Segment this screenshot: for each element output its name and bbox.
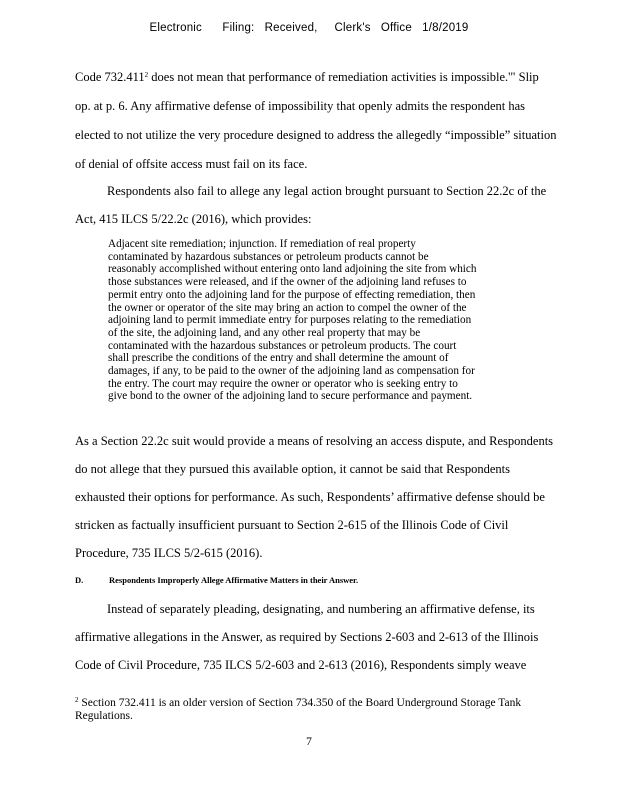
body-line: stricken as factually insufficient pursuant to Section 2-615 of the Illinois Code of Civil	[75, 518, 509, 532]
footnote-text: Section 732.411 is an older version of Section 734.350 of the Board Underground Storage Tank	[78, 697, 522, 709]
body-line: As a Section 22.2c suit would provide a means of resolving an access dispute, and Respondents	[75, 434, 554, 448]
quote-line: shall prescribe the conditions of the entry and shall determine the amount of	[108, 352, 449, 365]
body-line	[75, 70, 605, 85]
body-line: Procedure, 735 ILCS 5/2-615 (2016).	[75, 546, 263, 560]
body-line: op. at p. 6. Any affirmative defense of impossibility that openly admits the respondent has	[75, 99, 526, 113]
body-line: elected to not utilize the very procedure designed to address the allegedly “impossible” situation	[75, 128, 557, 142]
efiling-header: Electronic Filing: Received, Clerk's Office 1/8/2019	[149, 22, 469, 34]
section-title: Respondents Improperly Allege Affirmative Matters in their Answer.	[109, 575, 359, 585]
quote-line: Adjacent site remediation; injunction. If remediation of real property	[108, 238, 416, 250]
quote-line: contaminated by hazardous substances or petroleum products cannot be	[108, 250, 429, 263]
quote-line: the entry. The court may require the owner or operator who is seeking entry to	[108, 377, 458, 390]
quote-line: damages, if any, to be paid to the owner of the adjoining land as compensation for	[108, 365, 475, 378]
body-line: of denial of offsite access must fail on its face.	[75, 157, 308, 171]
body-line: Act, 415 ILCS 5/22.2c (2016), which provides:	[75, 212, 312, 226]
quote-line: give bond to the owner of the adjoining land to secure performance and payment.	[108, 390, 473, 403]
body-line: do not allege that they pursued this available option, it cannot be said that Respondents	[75, 462, 510, 476]
body-text: Code 732.411	[75, 70, 145, 84]
footnote-number: 2	[75, 696, 79, 704]
quote-line: reasonably accomplished without entering onto land adjoining the site from which	[108, 263, 477, 276]
page-number: 7	[306, 736, 312, 748]
quote-line: adjoining land to permit immediate entry for purposes relating to the remediation	[108, 314, 472, 327]
body-line: Respondents also fail to allege any legal action brought pursuant to Section 22.2c of the	[107, 184, 547, 198]
footnote	[75, 697, 605, 723]
body-text: does not mean that performance of remediation activities is impossible.'" Slip	[148, 70, 539, 84]
section-label: D.	[75, 575, 84, 585]
statute-block-quote	[108, 238, 593, 403]
section-heading	[75, 575, 358, 585]
quote-line: the owner or operator of the site may bring an action to compel the owner of the	[108, 301, 467, 314]
footnote-line	[75, 697, 605, 710]
body-line: affirmative allegations in the Answer, as required by Sections 2-603 and 2-613 of the Illinois	[75, 630, 539, 644]
footnote-line: Regulations.	[75, 710, 133, 722]
quote-line: those substances were released, and if the owner of the adjoining land refuses to	[108, 276, 467, 289]
quote-line: contaminated with the hazardous substances or petroleum products. The court	[108, 339, 457, 352]
body-line: Instead of separately pleading, designating, and numbering an affirmative defense, its	[107, 602, 535, 616]
quote-line: of the site, the adjoining land, and any other real property that may be	[108, 326, 421, 339]
quote-line: permit entry onto the adjoining land for the purpose of effecting remediation, then	[108, 288, 476, 301]
body-line: Code of Civil Procedure, 735 ILCS 5/2-603 and 2-613 (2016), Respondents simply weave	[75, 658, 527, 672]
body-line: exhausted their options for performance. As such, Respondents’ affirmative defense should be	[75, 490, 545, 504]
footnote-reference: 2	[144, 71, 149, 79]
